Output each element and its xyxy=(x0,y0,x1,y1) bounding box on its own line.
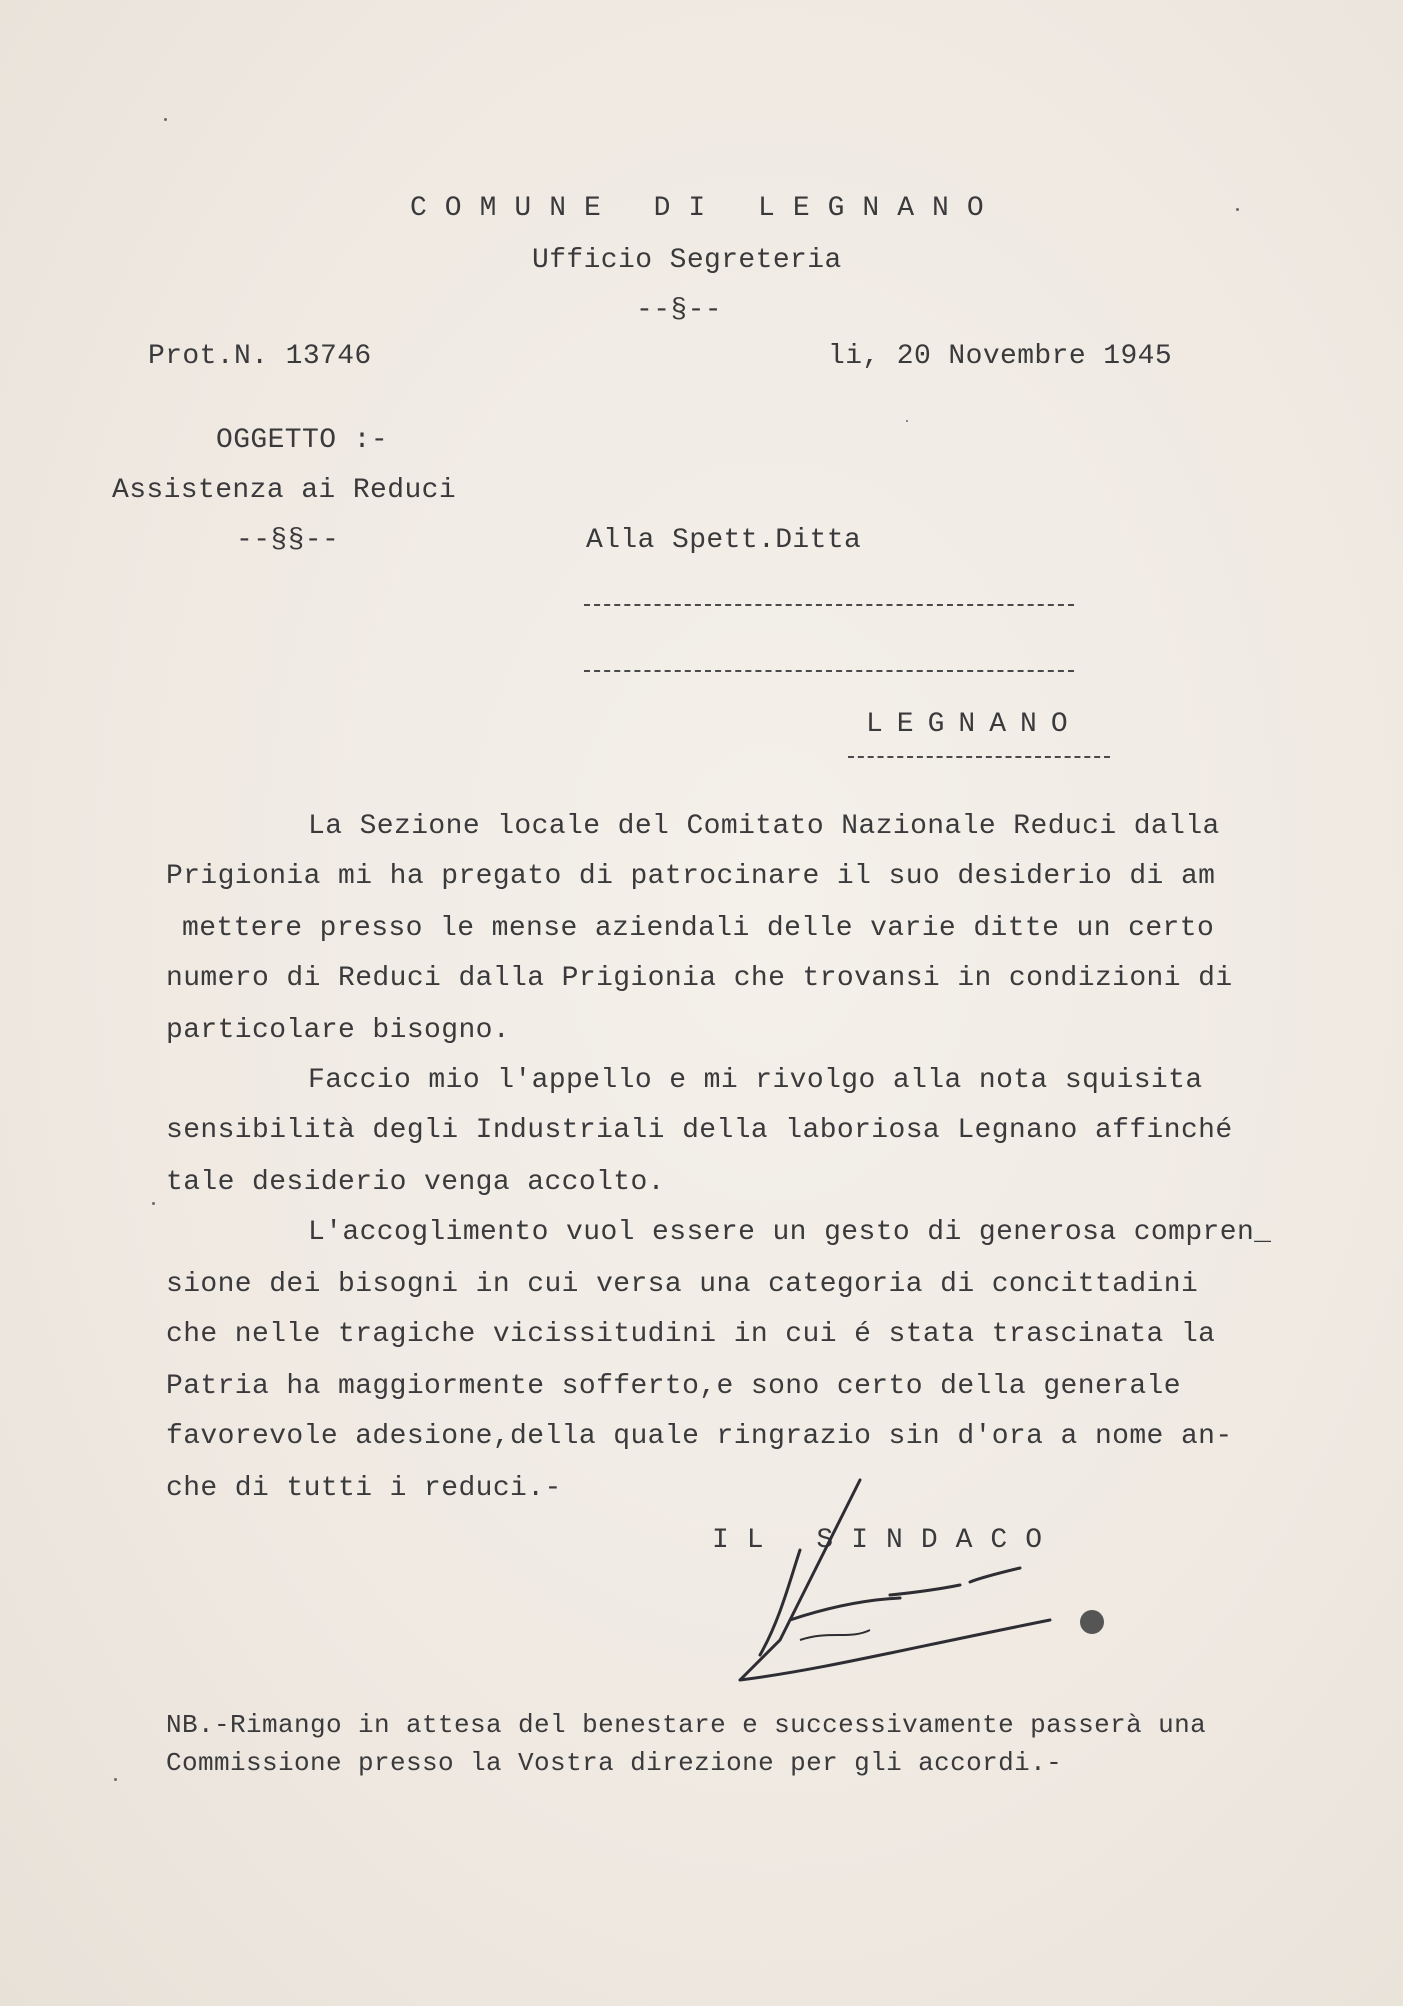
address-blank-line-1 xyxy=(584,604,1074,606)
body-p2-line-2: sensibilità degli Industriali della laboriosa Legnano affinché xyxy=(166,1115,1233,1146)
paper-speck xyxy=(152,1202,155,1205)
protocol-number: Prot.N. 13746 xyxy=(148,341,372,372)
paper-speck xyxy=(1236,208,1239,211)
recipient-line: Alla Spett.Ditta xyxy=(586,525,862,556)
footnote-line-1: NB.-Rimango in attesa del benestare e successivamente passerà una xyxy=(166,1710,1207,1740)
body-p2-line-3: tale desiderio venga accolto. xyxy=(166,1167,665,1198)
body-p3-line-3: che nelle tragiche vicissitudini in cui é stata trascinata la xyxy=(166,1319,1216,1350)
footnote-line-2: Commissione presso la Vostra direzione per gli accordi.- xyxy=(166,1748,1063,1778)
body-p3-line-5: favorevole adesione,della quale ringrazio sin d'ora a nome an- xyxy=(166,1421,1233,1452)
subject-separator: --§§-- xyxy=(236,525,340,556)
subject-label: OGGETTO :- xyxy=(216,425,389,456)
recipient-city: LEGNANO xyxy=(866,709,1082,740)
signature-title: IL SINDACO xyxy=(712,1525,1061,1556)
body-p3-line-1: L'accoglimento vuol essere un gesto di generosa compren_ xyxy=(308,1217,1272,1248)
body-p1-line-1: La Sezione locale del Comitato Nazionale Reduci dalla xyxy=(308,811,1220,842)
body-p1-line-3: mettere presso le mense aziendali delle varie ditte un certo xyxy=(182,913,1215,944)
header-separator: --§-- xyxy=(636,295,723,326)
paper-speck xyxy=(164,118,167,121)
body-p2-line-1: Faccio mio l'appello e mi rivolgo alla nota squisita xyxy=(308,1065,1203,1096)
body-p3-line-4: Patria ha maggiormente sofferto,e sono certo della generale xyxy=(166,1371,1181,1402)
body-p1-line-2: Prigionia mi ha pregato di patrocinare il suo desiderio di am xyxy=(166,861,1216,892)
body-p1-line-5: particolare bisogno. xyxy=(166,1015,511,1046)
municipality-heading: COMUNE DI LEGNANO xyxy=(410,193,1002,224)
letter-date: li, 20 Novembre 1945 xyxy=(828,341,1173,372)
paper-speck xyxy=(906,420,908,422)
subject-text: Assistenza ai Reduci xyxy=(112,475,457,506)
city-underline xyxy=(848,756,1110,758)
body-p3-line-2: sione dei bisogni in cui versa una categoria di concittadini xyxy=(166,1269,1199,1300)
address-blank-line-2 xyxy=(584,670,1074,672)
office-name: Ufficio Segreteria xyxy=(532,245,842,276)
paper-speck xyxy=(114,1778,117,1781)
body-p3-line-6: che di tutti i reduci.- xyxy=(166,1473,562,1504)
body-p1-line-4: numero di Reduci dalla Prigionia che trovansi in condizioni di xyxy=(166,963,1233,994)
